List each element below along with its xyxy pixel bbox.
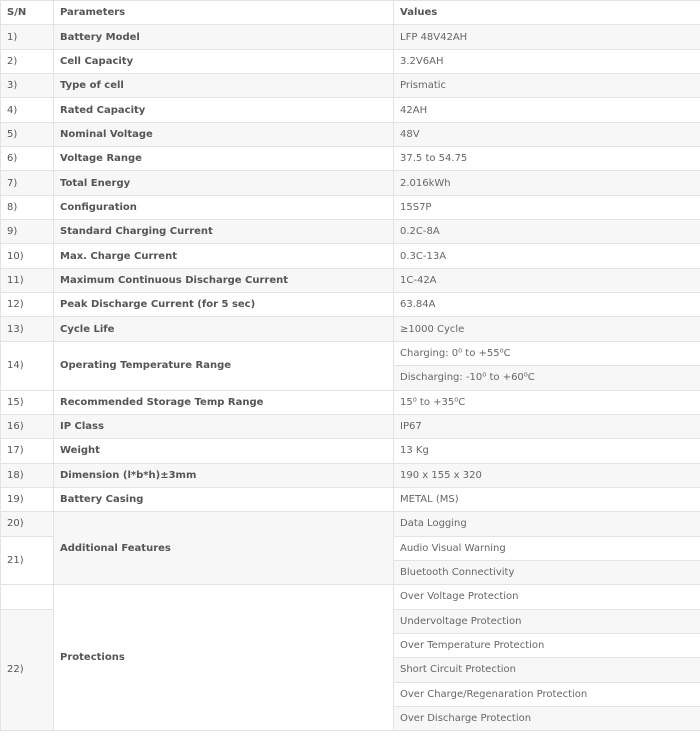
row-value: Discharging: -10⁰ to +60⁰C [394,366,700,390]
row-value: LFP 48V42AH [394,25,700,49]
row-parameter: Type of cell [54,74,394,98]
table-row [1,268,700,292]
table-row [1,341,700,365]
table-row [1,98,700,122]
row-parameter: Peak Discharge Current (for 5 sec) [54,293,394,317]
row-parameter: Battery Casing [54,487,394,511]
row-sn: 19) [1,487,54,511]
row-sn: 6) [1,147,54,171]
row-sn: 18) [1,463,54,487]
row-value: Over Voltage Protection [394,585,700,609]
row-sn [1,585,54,609]
row-value: 2.016kWh [394,171,700,195]
row-parameter: Configuration [54,195,394,219]
row-value: Over Charge/Regenaration Protection [394,682,700,706]
row-value: Undervoltage Protection [394,609,700,633]
row-sn: 17) [1,439,54,463]
row-value: 3.2V6AH [394,49,700,73]
table-header-row [1,1,700,25]
row-sn: 16) [1,414,54,438]
row-value: Bluetooth Connectivity [394,560,700,584]
table-row [1,220,700,244]
row-value: 0.3C-13A [394,244,700,268]
row-parameter: Max. Charge Current [54,244,394,268]
header-parameters: Parameters [54,1,394,25]
table-row [1,147,700,171]
row-value: Charging: 0⁰ to +55⁰C [394,341,700,365]
row-value: 13 Kg [394,439,700,463]
row-sn: 4) [1,98,54,122]
row-sn: 7) [1,171,54,195]
header-values: Values [394,1,700,25]
row-parameter: Standard Charging Current [54,220,394,244]
row-value: Audio Visual Warning [394,536,700,560]
row-sn: 15) [1,390,54,414]
row-value: 15S7P [394,195,700,219]
row-value: IP67 [394,414,700,438]
row-parameter: Weight [54,439,394,463]
row-value: 15⁰ to +35⁰C [394,390,700,414]
row-sn: 13) [1,317,54,341]
row-value: Short Circuit Protection [394,658,700,682]
row-parameter: Cell Capacity [54,49,394,73]
row-value: 0.2C-8A [394,220,700,244]
row-value: 42AH [394,98,700,122]
table-row [1,414,700,438]
row-value: METAL (MS) [394,487,700,511]
table-row [1,585,700,609]
row-value: Over Temperature Protection [394,633,700,657]
row-parameter: Protections [54,585,394,731]
row-parameter: Rated Capacity [54,98,394,122]
table-row [1,25,700,49]
row-sn: 20) [1,512,54,536]
row-sn: 11) [1,268,54,292]
row-parameter: Recommended Storage Temp Range [54,390,394,414]
row-value: 1C-42A [394,268,700,292]
row-sn: 9) [1,220,54,244]
table-row [1,390,700,414]
row-sn: 8) [1,195,54,219]
row-parameter: Cycle Life [54,317,394,341]
table-row [1,463,700,487]
row-parameter: Voltage Range [54,147,394,171]
table-row [1,122,700,146]
row-sn: 12) [1,293,54,317]
row-value: 190 x 155 x 320 [394,463,700,487]
row-parameter: Dimension (l*b*h)±3mm [54,463,394,487]
row-parameter: Battery Model [54,25,394,49]
table-row [1,512,700,536]
table-row [1,49,700,73]
row-value: ≥1000 Cycle [394,317,700,341]
table-row [1,195,700,219]
row-sn: 5) [1,122,54,146]
row-value: 63.84A [394,293,700,317]
row-parameter: Additional Features [54,512,394,585]
row-parameter: Nominal Voltage [54,122,394,146]
table-row [1,293,700,317]
table-row [1,487,700,511]
row-parameter: Operating Temperature Range [54,341,394,390]
row-parameter: IP Class [54,414,394,438]
row-value: Over Discharge Protection [394,706,700,730]
row-sn: 10) [1,244,54,268]
row-value: 48V [394,122,700,146]
table-row [1,244,700,268]
table-row [1,74,700,98]
row-value: 37.5 to 54.75 [394,147,700,171]
header-sn: S/N [1,1,54,25]
table-row [1,171,700,195]
row-sn: 2) [1,49,54,73]
table-row [1,439,700,463]
row-sn: 21) [1,536,54,585]
row-value: Prismatic [394,74,700,98]
row-parameter: Total Energy [54,171,394,195]
row-value: Data Logging [394,512,700,536]
row-parameter: Maximum Continuous Discharge Current [54,268,394,292]
row-sn: 3) [1,74,54,98]
row-sn: 14) [1,341,54,390]
row-sn: 1) [1,25,54,49]
row-sn: 22) [1,609,54,731]
table-row [1,317,700,341]
